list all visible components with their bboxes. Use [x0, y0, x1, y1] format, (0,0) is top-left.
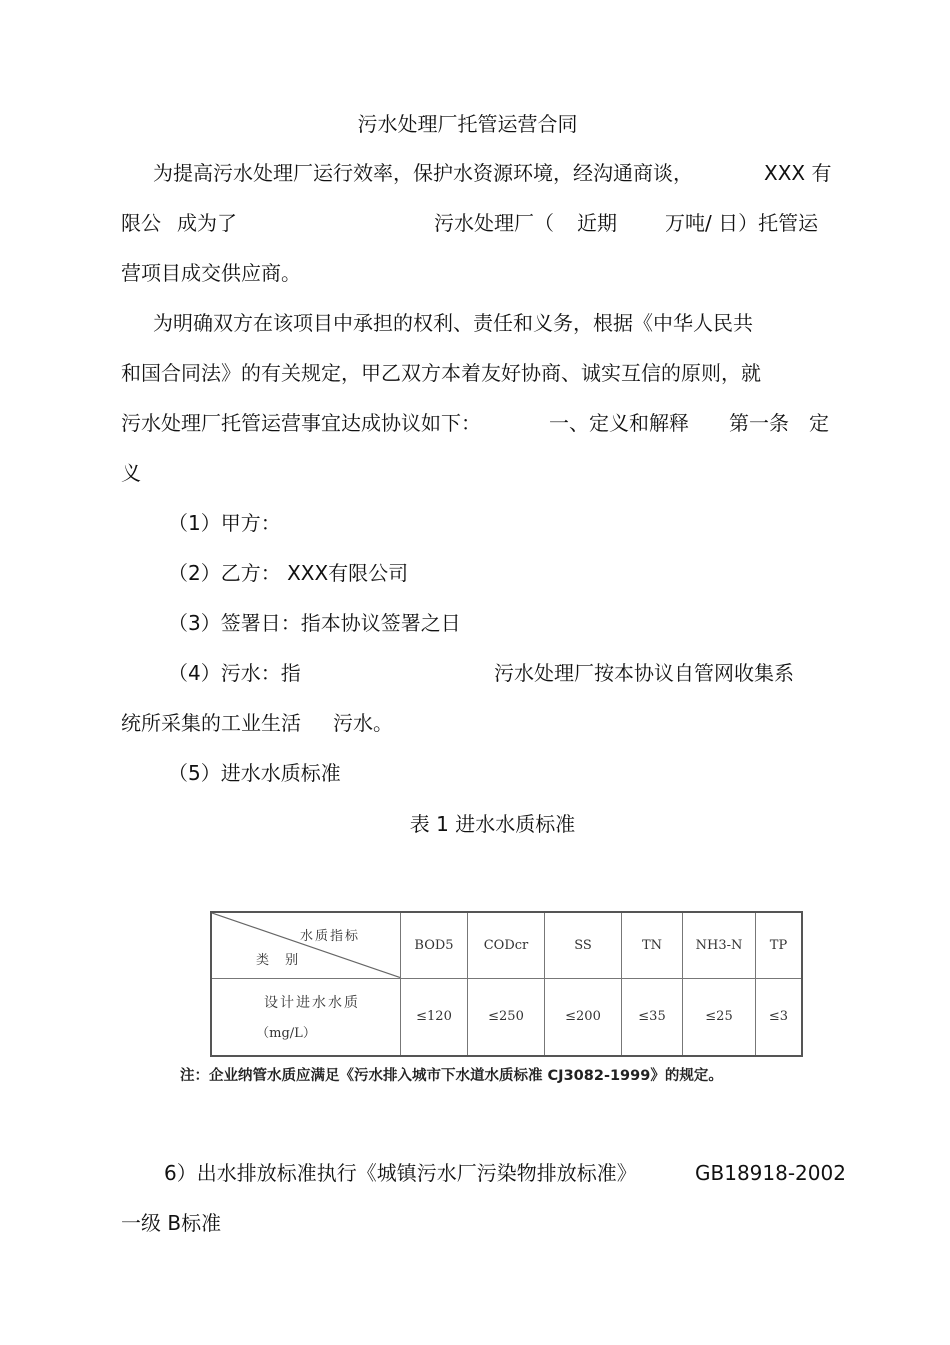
para2-line3-part1: 污水处理厂托管运营事宜达成协议如下：: [121, 411, 481, 435]
column-header: SS: [545, 912, 622, 978]
row-unit: （mg/L）: [256, 1026, 316, 1042]
column-header: TP: [756, 912, 803, 978]
table-diagonal-header-cell: [211, 912, 401, 978]
document-title: 污水处理厂托管运营合同: [357, 112, 578, 136]
table-caption: 表 1 进水水质标准: [409, 812, 576, 836]
table-cell: ≤35: [622, 978, 683, 1056]
para1-line2-part3: 污水处理厂（: [434, 211, 554, 235]
article-heading: 第一条: [729, 411, 789, 435]
discharge-standard-code: GB18918-2002: [695, 1161, 846, 1185]
definition-signing-date: （3）签署日：指本协议签署之日: [168, 611, 461, 635]
para1-line1: 为提高污水处理厂运行效率，保护水资源环境，经沟通商谈，: [153, 161, 693, 185]
para2-line1: 为明确双方在该项目中承担的权利、责任和义务，根据《中华人民共: [153, 311, 753, 335]
definition-party-a: （1）甲方：: [168, 511, 281, 535]
column-header: BOD5: [401, 912, 468, 978]
influent-quality-table-image: [166, 898, 829, 1090]
table-cell: ≤3: [756, 978, 803, 1056]
row-label-cell: [211, 978, 401, 1056]
definition-party-b: （2）乙方： XXX有限公司: [168, 561, 409, 585]
table-header-row: [211, 912, 802, 978]
para1-line3: 营项目成交供应商。: [121, 261, 301, 285]
definition-sewage-part1: （4）污水：指: [168, 661, 301, 685]
row-label: 设计进水水质: [264, 995, 360, 1012]
column-header: CODcr: [468, 912, 545, 978]
diagonal-header-top: 水质指标: [299, 929, 360, 944]
para1-line2-part4: 近期: [577, 211, 617, 235]
para2-line2: 和国合同法》的有关规定，甲乙双方本着友好协商、诚实互信的原则，就: [121, 361, 761, 385]
para1-line2-part5: 万吨/ 日）托管运: [665, 211, 819, 235]
para1-line1-company: XXX 有: [764, 161, 832, 185]
para2-line4: 义: [121, 461, 141, 485]
article-heading-tail: 定: [809, 411, 829, 435]
discharge-standard-line2: 一级 B标准: [121, 1211, 222, 1235]
table-cell: ≤200: [545, 978, 622, 1056]
discharge-standard-line1: 6）出水排放标准执行《城镇污水厂污染物排放标准》: [164, 1161, 637, 1185]
definition-sewage-line2-part1: 统所采集的工业生活: [121, 711, 301, 735]
table-cell: ≤120: [401, 978, 468, 1056]
table-note: 注：企业纳管水质应满足《污水排入城市下水道水质标准 CJ3082-1999》的规定。: [180, 1068, 723, 1084]
column-header: TN: [622, 912, 683, 978]
table-row: [211, 978, 802, 1056]
para1-line2-part1: 限公: [121, 211, 161, 235]
influent-quality-table: [210, 911, 803, 1057]
diagonal-header-bottom: 类 别: [256, 952, 305, 968]
section-heading: 一、定义和解释: [549, 411, 689, 435]
table-cell: ≤25: [683, 978, 756, 1056]
definition-sewage-line2-part2: 污水。: [333, 711, 393, 735]
column-header: NH3-N: [683, 912, 756, 978]
para1-line2-part2: 成为了: [177, 211, 237, 235]
diagonal-line: [212, 913, 400, 978]
definition-influent-standard: （5）进水水质标准: [168, 761, 341, 785]
table-cell: ≤250: [468, 978, 545, 1056]
definition-sewage-part2: 污水处理厂按本协议自管网收集系: [494, 661, 794, 685]
